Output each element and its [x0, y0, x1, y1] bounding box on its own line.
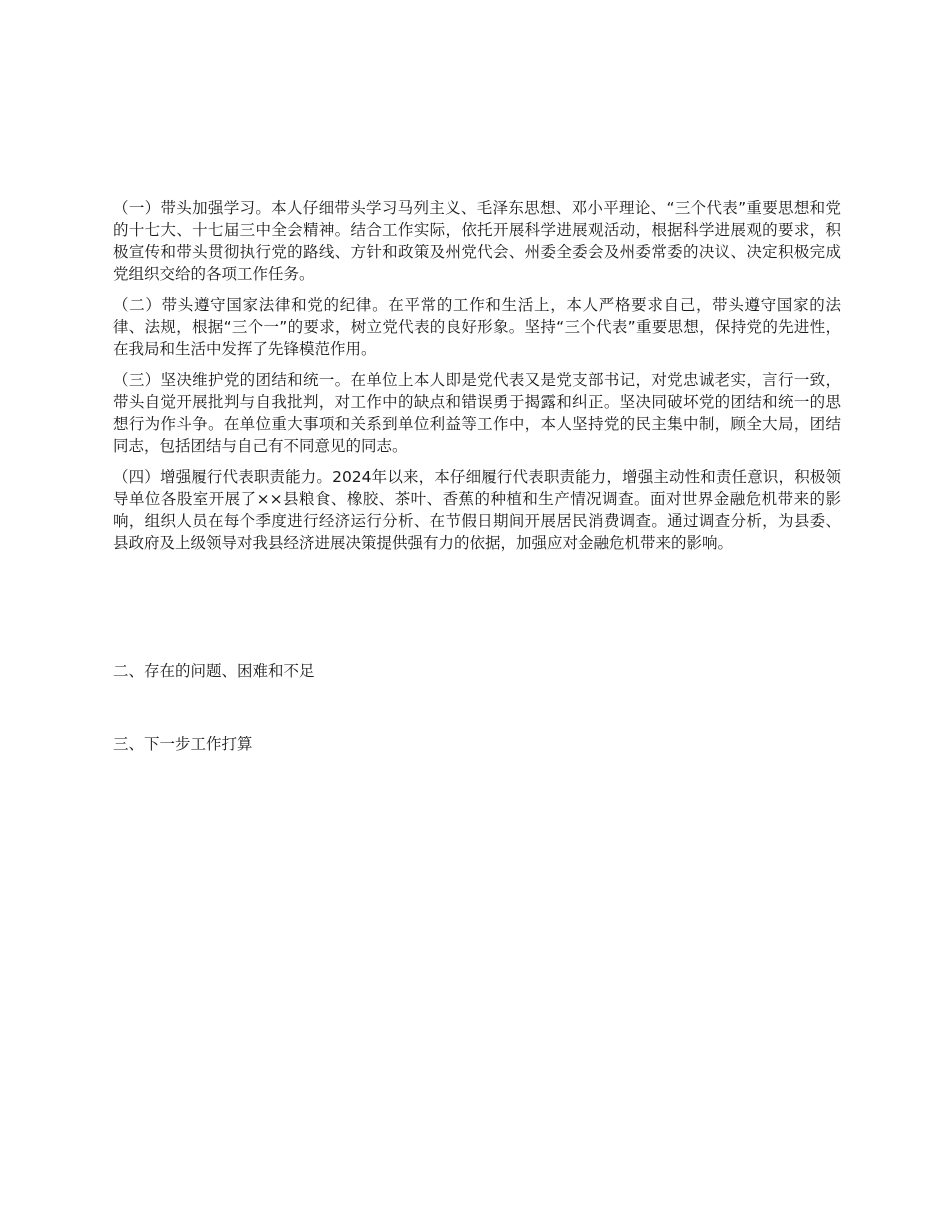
section-heading-next-steps: 三、下一步工作打算: [113, 735, 253, 753]
section-heading-problems: 二、存在的问题、困难和不足: [113, 662, 315, 680]
paragraph-study: （一）带头加强学习。本人仔细带头学习马列主义、毛泽东思想、邓小平理论、“三个代表”重要思想和党的十七大、十七届三中全会精神。结合工作实际，依托开展科学进展观活动，根据科学进展观的要求，积极宣传和带头贯彻执行党的路线、方针和政策及州党代会、州委全委会及州委常委的决议、决定积极完成党组织交给的各项工作任务。: [113, 199, 841, 283]
paragraph-discipline: （二）带头遵守国家法律和党的纪律。在平常的工作和生活上，本人严格要求自己，带头遵守国家的法律、法规，根据“三个一”的要求，树立党代表的良好形象。坚持“三个代表”重要思想，保持党的先进性，在我局和生活中发挥了先锋模范作用。: [113, 296, 841, 358]
paragraph-unity: （三）坚决维护党的团结和统一。在单位上本人即是党代表又是党支部书记，对党忠诚老实，言行一致，带头自觉开展批判与自我批判，对工作中的缺点和错误勇于揭露和纠正。坚决同破坏党的团结和统一的思想行为作斗争。在单位重大事项和关系到单位利益等工作中，本人坚持党的民主集中制，顾全大局，团结同志，包括团结与自己有不同意见的同志。: [113, 371, 841, 455]
paragraph-duties: （四）增强履行代表职责能力。2024年以来，本仔细履行代表职责能力，增强主动性和责任意识，积极领导单位各股室开展了××县粮食、橡胶、茶叶、香蕉的种植和生产情况调查。面对世界金融危机带来的影响，组织人员在每个季度进行经济运行分析、在节假日期间开展居民消费调查。通过调查分析，为县委、县政府及上级领导对我县经济进展决策提供强有力的依据，加强应对金融危机带来的影响。: [113, 468, 841, 552]
document-body: [113, 197, 841, 563]
